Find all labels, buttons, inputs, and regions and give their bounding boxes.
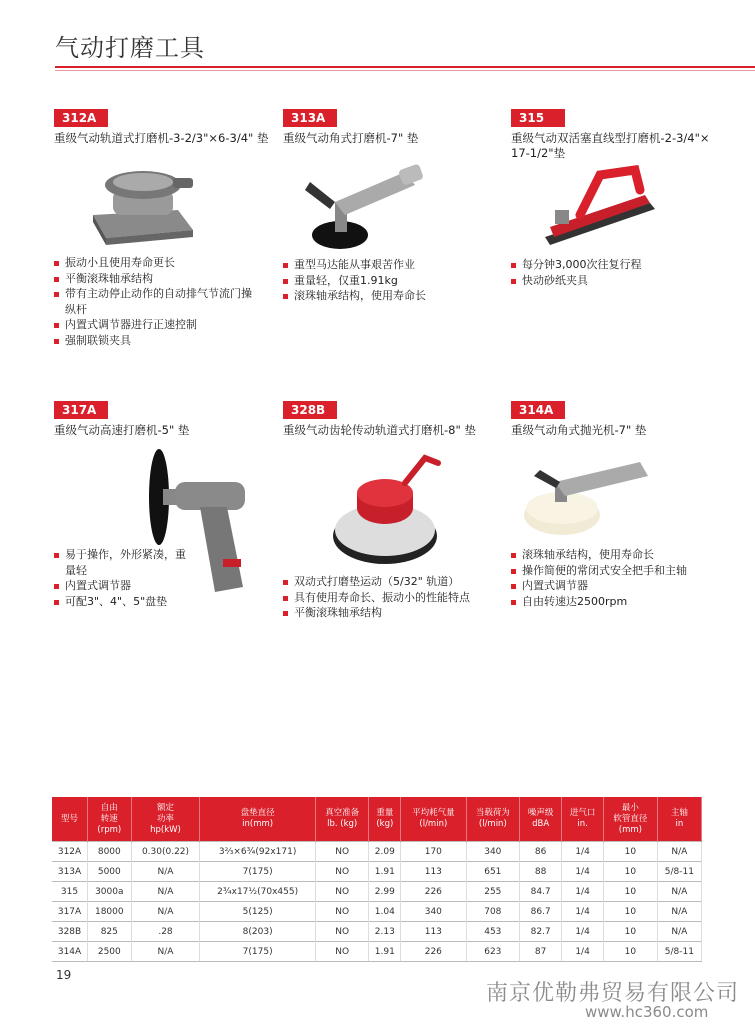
feature-item: 重型马达能从事艰苦作业: [283, 257, 483, 273]
table-cell: 314A: [52, 942, 88, 962]
spec-table: [52, 797, 702, 962]
table-cell: 18000: [88, 902, 132, 922]
table-row: [52, 902, 702, 922]
table-cell: N/A: [131, 942, 200, 962]
table-cell: 623: [466, 942, 520, 962]
table-cell: 2.13: [369, 922, 401, 942]
table-row: [52, 922, 702, 942]
table-cell: 1/4: [562, 882, 604, 902]
table-cell: 0.30(0.22): [131, 842, 200, 862]
product-name: 重级气动角式打磨机-7" 垫: [283, 131, 419, 145]
model-badge: 328B: [283, 401, 337, 419]
feature-list-328b: [283, 574, 513, 621]
feature-item: 平衡滚珠轴承结构: [283, 605, 513, 621]
table-cell: 84.7: [520, 882, 562, 902]
table-cell: NO: [315, 942, 369, 962]
feature-item: 自由转速达2500rpm: [511, 594, 731, 610]
product-312a: [54, 107, 274, 146]
orbital-sander-image: [88, 160, 198, 250]
model-badge: 314A: [511, 401, 565, 419]
table-cell: 88: [520, 862, 562, 882]
table-header-row: [52, 797, 702, 842]
table-cell: NO: [315, 902, 369, 922]
table-cell: 312A: [52, 842, 88, 862]
table-header-cell: [369, 797, 401, 842]
table-header-line: 平均耗气量: [412, 808, 455, 818]
table-header-line: 重量: [376, 808, 394, 818]
model-badge: 315: [511, 109, 565, 127]
product-name: 重级气动角式抛光机-7" 垫: [511, 423, 647, 437]
table-header-line: 最小: [621, 802, 639, 813]
table-header-line: lb. (kg): [327, 819, 358, 829]
feature-item: 内置式调节器: [54, 578, 194, 594]
table-cell: 7(175): [200, 862, 315, 882]
table-cell: 1/4: [562, 922, 604, 942]
table-header-cell: [562, 797, 604, 842]
table-header-cell: [315, 797, 369, 842]
table-cell: 1/4: [562, 902, 604, 922]
table-cell: NO: [315, 882, 369, 902]
table-cell: 10: [604, 942, 658, 962]
feature-item: 带有主动停止动作的自动排气节流门操纵杆: [54, 286, 254, 317]
table-header-cell: [401, 797, 466, 842]
table-header-cell: [131, 797, 200, 842]
feature-item: 易于操作，外形紧凑，重量轻: [54, 547, 194, 578]
feature-item: 可配3"、4"、5"盘垫: [54, 594, 194, 610]
table-cell: 1.91: [369, 862, 401, 882]
table-cell: 8000: [88, 842, 132, 862]
table-cell: 2500: [88, 942, 132, 962]
table-cell: 1/4: [562, 842, 604, 862]
table-header-line: (l/min): [419, 819, 448, 829]
table-cell: NO: [315, 922, 369, 942]
table-header-line: dBA: [532, 819, 550, 829]
table-cell: 2.99: [369, 882, 401, 902]
table-body: [52, 842, 702, 962]
table-cell: 708: [466, 902, 520, 922]
model-badge: 312A: [54, 109, 108, 127]
table-cell: 453: [466, 922, 520, 942]
page-number: 19: [56, 968, 72, 982]
table-header-line: 进气口: [569, 808, 596, 818]
feature-list-315: [511, 257, 711, 288]
feature-list-313a: [283, 257, 483, 304]
table-header-cell: [200, 797, 315, 842]
feature-item: 双动式打磨垫运动（5/32" 轨道）: [283, 574, 513, 590]
table-cell: 226: [401, 882, 466, 902]
table-cell: 113: [401, 922, 466, 942]
feature-list-317a: [54, 547, 194, 609]
model-badge: 313A: [283, 109, 337, 127]
watermark-url: www.hc360.com: [585, 1003, 709, 1021]
table-header-line: 转速: [100, 813, 118, 824]
feature-item: 快动砂纸夹具: [511, 273, 711, 289]
feature-item: 操作简便的常闭式安全把手和主轴: [511, 563, 731, 579]
table-cell: 313A: [52, 862, 88, 882]
table-cell: 82.7: [520, 922, 562, 942]
table-header-line: 功率: [156, 813, 174, 824]
table-cell: 10: [604, 902, 658, 922]
table-header-cell: [466, 797, 520, 842]
page-title: 气动打磨工具: [55, 34, 205, 62]
table-cell: 170: [401, 842, 466, 862]
watermark: 南京优勒弗贸易有限公司: [486, 981, 740, 1006]
table-cell: 651: [466, 862, 520, 882]
table-cell: 1/4: [562, 862, 604, 882]
table-cell: NO: [315, 842, 369, 862]
table-cell: 340: [401, 902, 466, 922]
product-313a: [283, 107, 503, 146]
table-cell: 5000: [88, 862, 132, 882]
table-cell: 113: [401, 862, 466, 882]
feature-item: 重量轻，仅重1.91kg: [283, 273, 483, 289]
table-header-line: 型号: [61, 813, 79, 824]
feature-item: 强制联锁夹具: [54, 333, 254, 349]
product-314a: [511, 399, 711, 438]
product-name: 重级气动齿轮传动轨道式打磨机-8" 垫: [283, 423, 476, 437]
table-cell: .28: [131, 922, 200, 942]
feature-item: 每分钟3,000次往复行程: [511, 257, 711, 273]
product-317a: [54, 399, 274, 438]
table-header-line: (rpm): [97, 824, 122, 835]
gear-orbital-sander-image: [330, 448, 445, 568]
table-cell: 315: [52, 882, 88, 902]
angle-polisher-image: [520, 450, 660, 540]
table-header-line: in(mm): [242, 819, 274, 829]
table-cell: N/A: [131, 882, 200, 902]
table-header-line: 额定: [156, 802, 174, 813]
table-cell: 7(175): [200, 942, 315, 962]
table-cell: 10: [604, 842, 658, 862]
table-cell: 825: [88, 922, 132, 942]
table-header-line: 当载荷为: [475, 808, 510, 818]
table-header-line: (l/min): [478, 819, 507, 829]
table-header-line: (kg): [376, 819, 394, 829]
table-cell: N/A: [657, 842, 701, 862]
table-cell: 2.09: [369, 842, 401, 862]
table-header-line: 软管直径: [613, 813, 648, 824]
table-header-line: 噪声级: [527, 808, 554, 818]
table-row: [52, 842, 702, 862]
table-header-cell: [657, 797, 701, 842]
table-cell: NO: [315, 862, 369, 882]
table-cell: 1.04: [369, 902, 401, 922]
table-header-cell: [88, 797, 132, 842]
table-row: [52, 882, 702, 902]
product-name: 重级气动轨道式打磨机-3-2/3"×6-3/4" 垫: [54, 131, 269, 145]
table-header-line: hp(kW): [150, 824, 181, 835]
product-name: 重级气动双活塞直线型打磨机-2-3/4"× 17-1/2"垫: [511, 131, 710, 160]
feature-item: 滚珠轴承结构，使用寿命长: [283, 288, 483, 304]
table-cell: 10: [604, 922, 658, 942]
table-header-line: in: [675, 819, 684, 829]
table-cell: N/A: [657, 902, 701, 922]
table-cell: 10: [604, 862, 658, 882]
feature-item: 平衡滚珠轴承结构: [54, 271, 254, 287]
table-header-line: 盘垫直径: [240, 808, 275, 818]
table-cell: 10: [604, 882, 658, 902]
product-315: [511, 107, 711, 161]
table-row: [52, 862, 702, 882]
table-cell: 5/8-11: [657, 862, 701, 882]
table-row: [52, 942, 702, 962]
table-cell: 226: [401, 942, 466, 962]
table-cell: 5/8-11: [657, 942, 701, 962]
table-header-cell: [604, 797, 658, 842]
feature-list-312a: [54, 255, 254, 348]
table-cell: 340: [466, 842, 520, 862]
table-cell: 86.7: [520, 902, 562, 922]
table-header-line: in.: [577, 819, 588, 829]
model-badge: 317A: [54, 401, 108, 419]
feature-item: 振动小且使用寿命更长: [54, 255, 254, 271]
product-328b: [283, 399, 513, 438]
feature-item: 内置式调节器进行正速控制: [54, 317, 254, 333]
table-cell: N/A: [657, 882, 701, 902]
table-cell: 3⅔×6¾(92x171): [200, 842, 315, 862]
table-header-cell: [520, 797, 562, 842]
table-header-line: 真空准备: [325, 808, 360, 818]
feature-list-314a: [511, 547, 731, 609]
feature-item: 具有使用寿命长、振动小的性能特点: [283, 590, 513, 606]
table-header-line: 主轴: [670, 808, 688, 818]
table-cell: 255: [466, 882, 520, 902]
table-cell: 2¾x17½(70x455): [200, 882, 315, 902]
table-cell: N/A: [131, 902, 200, 922]
straight-line-sander-image: [540, 165, 660, 250]
table-cell: 1.91: [369, 942, 401, 962]
title-divider: [55, 66, 755, 68]
table-cell: 87: [520, 942, 562, 962]
table-cell: 317A: [52, 902, 88, 922]
table-cell: 5(125): [200, 902, 315, 922]
table-header-line: 自由: [100, 802, 118, 813]
feature-item: 内置式调节器: [511, 578, 731, 594]
feature-item: 滚珠轴承结构，使用寿命长: [511, 547, 731, 563]
table-header-cell: [52, 797, 88, 842]
angle-sander-image: [305, 157, 425, 252]
table-cell: 328B: [52, 922, 88, 942]
table-cell: 86: [520, 842, 562, 862]
table-cell: N/A: [657, 922, 701, 942]
table-cell: 8(203): [200, 922, 315, 942]
table-cell: 3000a: [88, 882, 132, 902]
title-divider-shadow: [55, 70, 755, 71]
product-name: 重级气动高速打磨机-5" 垫: [54, 423, 190, 437]
table-cell: 1/4: [562, 942, 604, 962]
table-header-line: (mm): [618, 824, 642, 835]
table-cell: N/A: [131, 862, 200, 882]
